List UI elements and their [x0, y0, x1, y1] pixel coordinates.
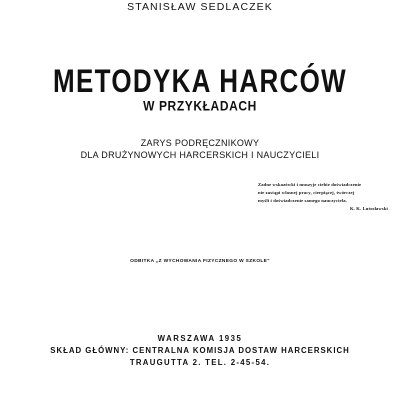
book-title: METODYKA HARCÓW — [53, 62, 347, 100]
author-name: STANISŁAW SEDLACZEK — [127, 1, 273, 13]
epigraph-signature: K. K. Lutosławski — [349, 206, 388, 211]
epigraph-line: nie zastąpi własnej pracy, cierpiącej, twórczej — [258, 190, 355, 195]
epigraph — [258, 181, 398, 213]
book-subtitle: W PRZYKŁADACH — [143, 98, 257, 115]
imprint-address: TRAUGUTTA 2. TEL. 2-45-54. — [129, 358, 271, 367]
imprint-place-year: WARSZAWA 1935 — [157, 334, 243, 343]
description-line-2: DLA DRUŻYNOWYCH HARCERSKICH I NAUCZYCIELI — [80, 150, 320, 160]
epigraph-line: Zadne wskazówki i muszyje ciebie doświadczenie — [258, 182, 362, 187]
reprint-note: ODBITKA „Z WYCHOWANIA FIZYCZNEGO W SZKOLE" — [130, 259, 270, 264]
description-line-1: ZARYS PODRĘCZNIKOWY — [140, 138, 260, 148]
imprint-publisher: SKŁAD GŁÓWNY: CENTRALNA KOMISJA DOSTAW HARCERSKICH — [50, 346, 350, 355]
epigraph-line: myśli i doświadczenie samego nauczyciela. — [258, 198, 347, 203]
